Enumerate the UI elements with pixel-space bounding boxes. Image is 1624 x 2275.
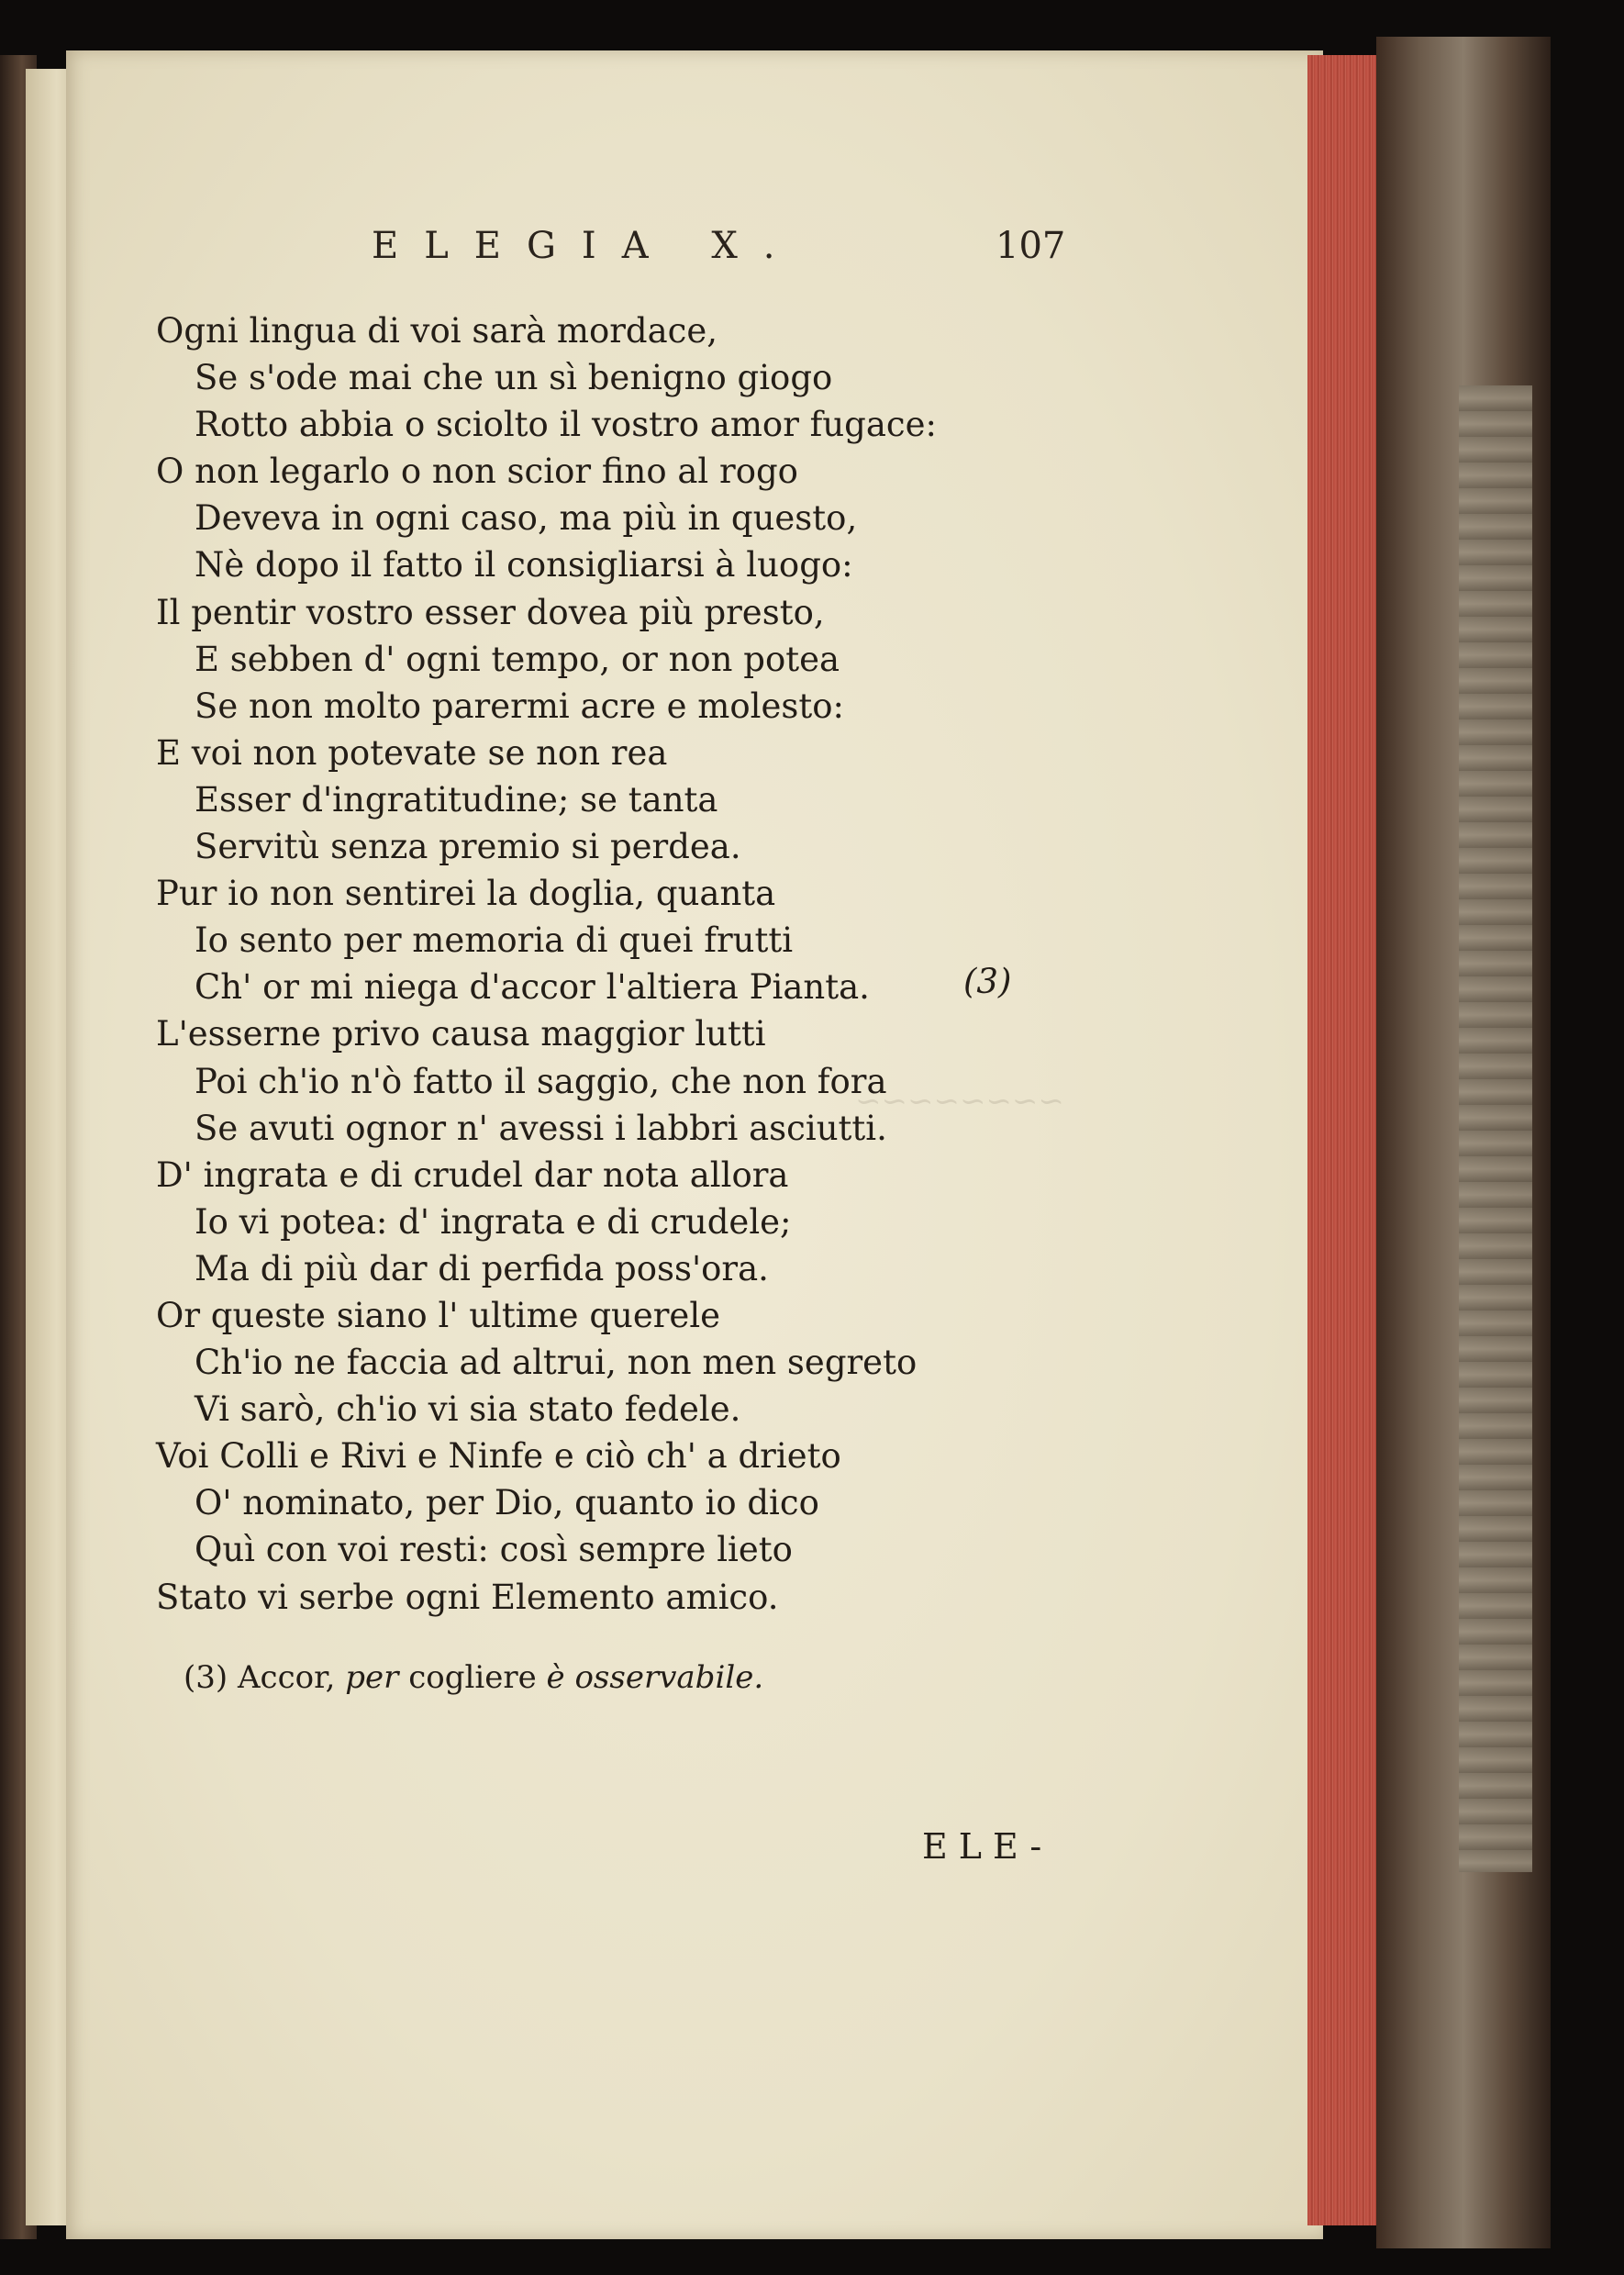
verse-line: Io vi potea: d' ingrata e di crudele; [195, 1201, 792, 1242]
verse-line: Poi ch'io n'ò fatto il saggio, che non fora [195, 1061, 887, 1101]
bleed-through-shadow: ~~~~~~~~ [855, 1083, 1064, 1120]
page-number: 107 [996, 225, 1066, 267]
verse-line: Servitù senza premio si perdea. [195, 827, 741, 867]
verse-line: Stato vi serbe ogni Elemento amico. [156, 1577, 779, 1617]
verse-line: Nè dopo il fatto il consigliarsi à luogo: [195, 545, 853, 585]
verse-line: Deveva in ogni caso, ma più in questo, [195, 498, 858, 539]
verse-block [156, 307, 1073, 1621]
page-edges-red [1307, 55, 1381, 2225]
note-marker: (3) [963, 962, 1012, 1001]
verse-line: Se s'ode mai che un sì benigno giogo [195, 358, 833, 398]
verse-line: Quì con voi resti: così sempre lieto [195, 1530, 793, 1570]
verse-line: Rotto abbia o sciolto il vostro amor fugace: [195, 405, 937, 445]
verse-line: Pur io non sentirei la doglia, quanta [156, 874, 776, 914]
footnote-roman: cogliere [408, 1659, 537, 1696]
running-title: ELEGIA X. [372, 225, 801, 267]
catchword: ELE- [922, 1826, 1053, 1867]
verse-line: D' ingrata e di crudel dar nota allora [156, 1154, 789, 1195]
verse-line: Voi Colli e Rivi e Ninfe e ciò ch' a drieto [156, 1436, 841, 1477]
footnote-italic-1: per [345, 1659, 399, 1696]
verse-line: O non legarlo o non scior fino al rogo [156, 452, 798, 492]
verse-line: O' nominato, per Dio, quanto io dico [195, 1483, 819, 1523]
verse-line: Or queste siano l' ultime querele [156, 1295, 721, 1335]
verse-line: Io sento per memoria di quei frutti [195, 920, 794, 961]
verse-line: Ch' or mi niega d'accor l'altiera Pianta. [195, 967, 870, 1008]
verse-line: Se non molto parermi acre e molesto: [195, 686, 844, 726]
footnote-marker: (3) [184, 1659, 228, 1696]
verse-line: Ogni lingua di voi sarà mordace, [156, 311, 718, 351]
verse-line: E voi non potevate se non rea [156, 732, 668, 773]
verse-line: E sebben d' ogni tempo, or non potea [195, 639, 840, 679]
footnote-word: Accor, [237, 1659, 336, 1696]
left-page-edge [26, 69, 70, 2225]
footnote [184, 1659, 763, 1696]
verse-line: Ma di più dar di perfida poss'ora. [195, 1248, 769, 1288]
verse-line: Se avuti ognor n' avessi i labbri asciutti. [195, 1108, 887, 1148]
footnote-italic-2: è osservabile. [546, 1659, 764, 1696]
verse-line: Ch'io ne faccia ad altrui, non men segreto [195, 1343, 918, 1383]
verse-line: Esser d'ingratitudine; se tanta [195, 779, 718, 820]
verse-line: L'esserne privo causa maggior lutti [156, 1014, 766, 1054]
marbled-cover [1459, 385, 1532, 1872]
verse-line: Vi sarò, ch'io vi sia stato fedele. [195, 1389, 741, 1430]
verse-line: Il pentir vostro esser dovea più presto, [156, 592, 825, 632]
